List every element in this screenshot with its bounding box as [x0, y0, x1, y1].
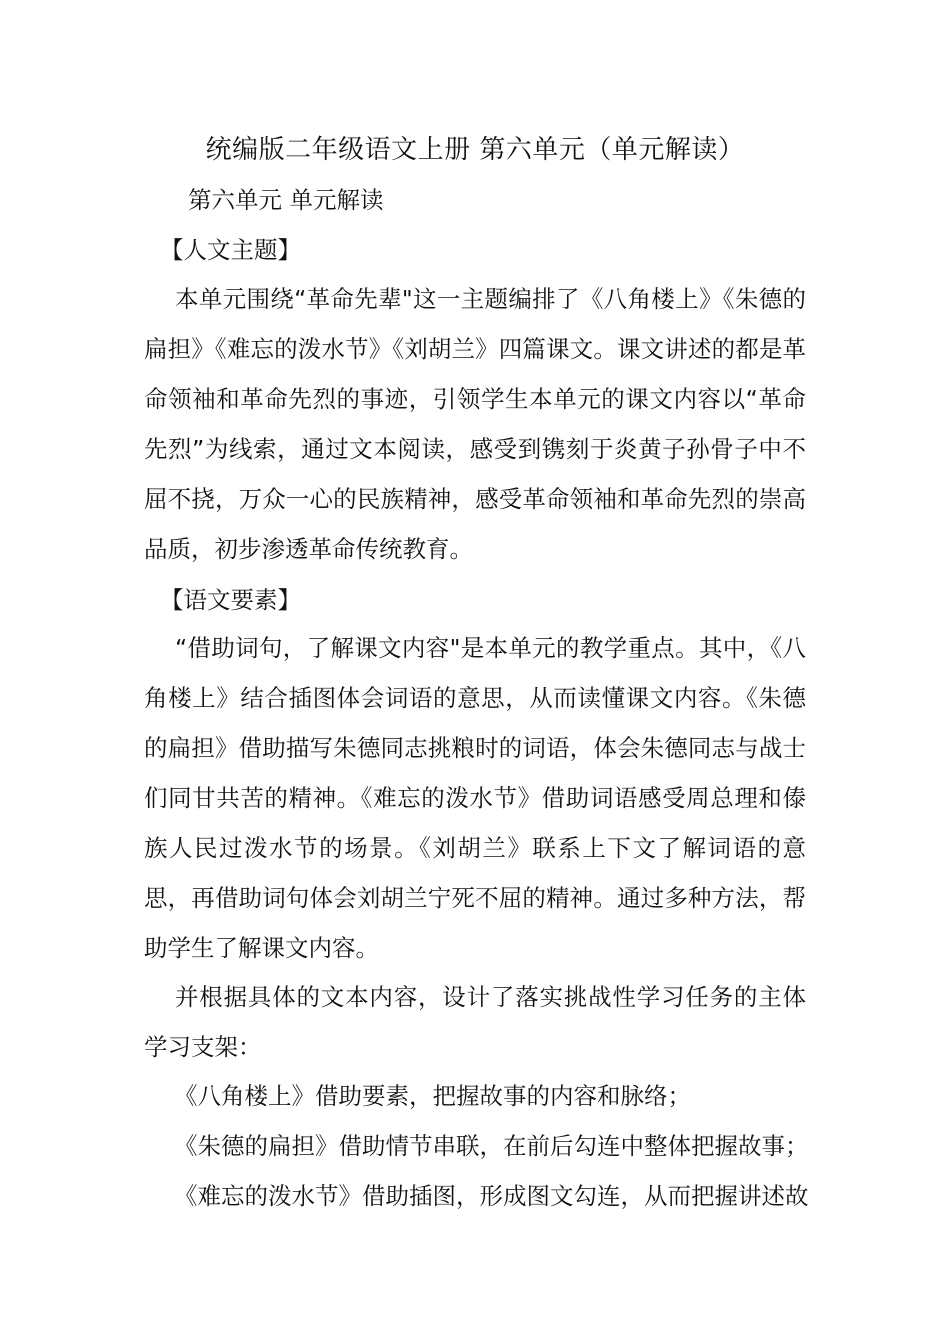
scaffold-item: 《朱德的扁担》借助情节串联，在前后勾连中整体把握故事；: [174, 1132, 809, 1160]
scaffold-item: 《难忘的泼水节》借助插图，形成图文勾连，从而把握讲述故: [174, 1182, 809, 1210]
section-heading-elements: 【语文要素】: [160, 586, 301, 614]
document-title: 统编版二年级语文上册 第六单元（单元解读）: [205, 135, 745, 165]
scaffold-paragraph: 并根据具体的文本内容，设计了落实挑战性学习任务的主体学习支架：: [144, 983, 806, 1061]
elements-paragraph: “借助词句，了解课文内容"是本单元的教学重点。其中，《八角楼上》结合插图体会词语的意思，从而读懂课文内容。《朱德的扁担》借助描写朱德同志挑粮时的词语，体会朱德同志与战士们同甘共苦的精神。《难忘的泼水节》借助词语感受周总理和傣族人民过泼水节的场景。《刘胡兰》联系上下文了解词语的意思，再借助词句体会刘胡兰宁死不屈的精神。通过多种方法，帮助学生了解课文内容。: [144, 634, 806, 962]
theme-paragraph: 本单元围绕“革命先辈"这一主题编排了《八角楼上》《朱德的扁担》《难忘的泼水节》《刘胡兰》四篇课文。课文讲述的都是革命领袖和革命先烈的事迹，引领学生本单元的课文内容以“革命先烈”为线索，通过文本阅读，感受到镌刻于炎黄子孙骨子中不屈不挠，万众一心的民族精神，感受革命领袖和革命先烈的崇高品质，初步渗透革命传统教育。: [144, 285, 806, 563]
document-subtitle: 第六单元 单元解读: [188, 186, 384, 214]
scaffold-item: 《八角楼上》借助要素，把握故事的内容和脉络；: [174, 1082, 691, 1110]
section-heading-theme: 【人文主题】: [160, 236, 301, 264]
